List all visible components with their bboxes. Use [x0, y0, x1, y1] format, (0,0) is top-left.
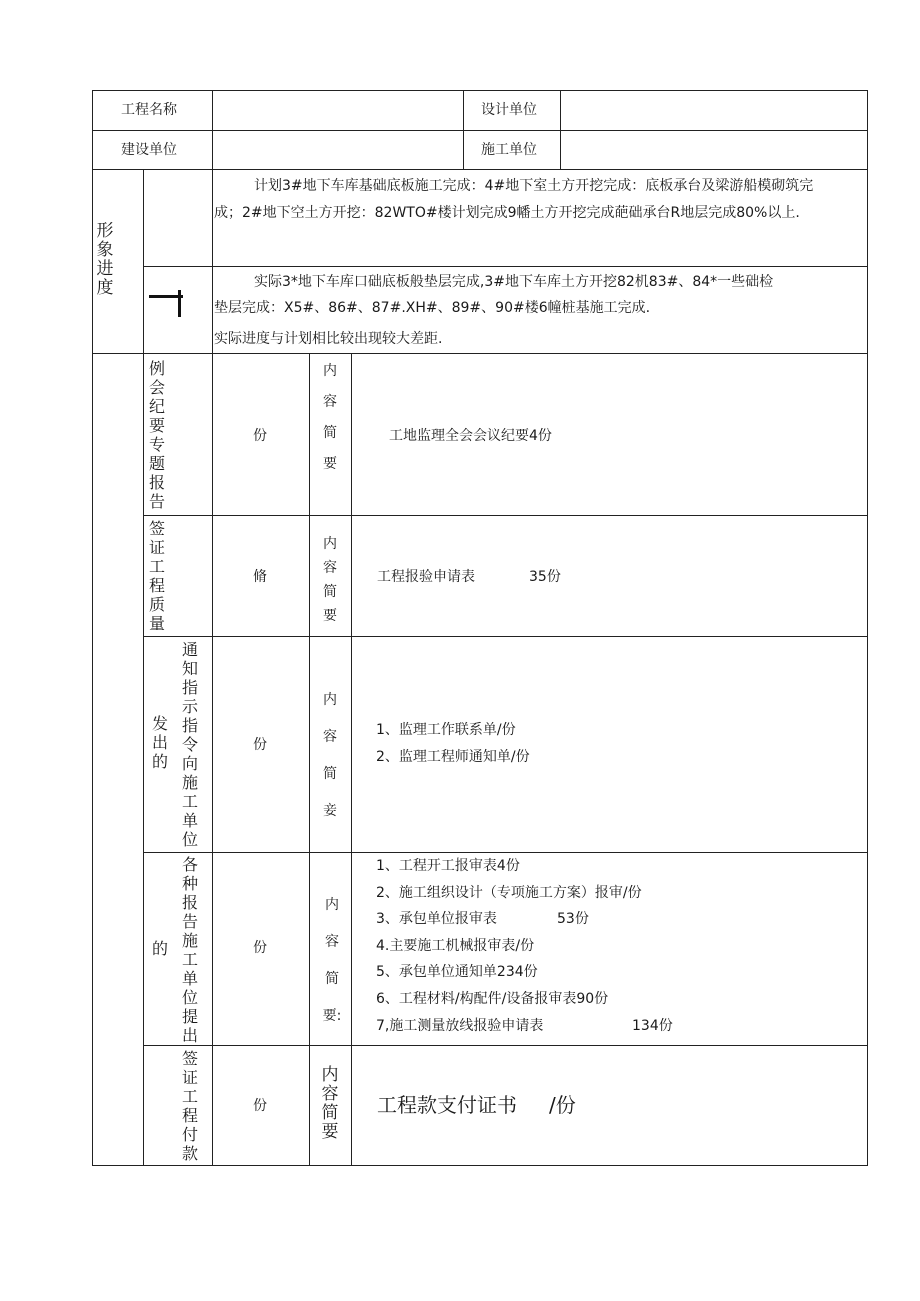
report-item: 2、施工组织设计（专项施工方案）报审/份	[376, 885, 642, 901]
report-item-num: 134份	[632, 1018, 673, 1034]
report-label: 各种报告施工单位提出	[181, 855, 198, 1045]
plan-line-1: 计划3#地下车库基础底板施工完成：4#地下室土方开挖完成：底板承台及梁游船模砌筑完	[254, 178, 814, 194]
owner-unit-label: 建设单位	[121, 142, 177, 158]
construction-unit-label: 施工单位	[481, 142, 537, 158]
payment-content: 工程款支付证书	[377, 1093, 517, 1117]
notice-item: 1、监理工作联系单/份	[376, 722, 516, 738]
actual-line-3: 实际进度与计划相比较出现较大差距.	[214, 331, 443, 347]
project-name-label: 工程名称	[121, 102, 177, 118]
payment-content-label: 内容简要	[321, 1065, 339, 1142]
quality-content-label: 内容简要	[323, 536, 337, 624]
quality-content: 工程报验申请表	[377, 569, 475, 585]
actual-line-1: 实际3*地下车库口础底板般垫层完成,3#地下车库土方开挖82机83#、84*一些础检	[254, 274, 774, 290]
notice-item: 2、监理工程师通知单/份	[376, 749, 530, 765]
report-item: 4.主要施工机械报审表/份	[376, 938, 535, 954]
notice-content-label: 内容简妾	[323, 692, 337, 819]
notice-label: 通知指示指令向施工单位	[181, 640, 198, 849]
design-unit-label: 设计单位	[481, 102, 537, 118]
quality-content-num: 35份	[529, 569, 561, 585]
quality-count: 脩	[253, 569, 267, 585]
plan-line-2: 成；2#地下空土方开挖：82WTO#楼计划完成9幡土方开挖完成葩础承台R地层完成80%以上.	[214, 205, 800, 221]
report-item: 1、工程开工报审表4份	[376, 858, 520, 874]
payment-content-num: /份	[549, 1093, 576, 1117]
report-content-label: 内容简要:	[322, 897, 342, 1024]
report-item: 6、工程材料/构配件/设备报审表90份	[376, 991, 609, 1007]
meeting-count: 份	[253, 428, 267, 444]
report-item: 5、承包单位通知单234份	[376, 964, 538, 980]
t-mark-stem-icon	[178, 290, 181, 317]
report-count: 份	[253, 940, 267, 956]
report-outer-label: 的	[151, 939, 168, 958]
quality-label: 签证工程质量	[148, 519, 165, 633]
payment-label: 签证工程付款	[181, 1049, 198, 1163]
notice-count: 份	[253, 737, 267, 753]
meeting-content-label: 内容简要	[323, 363, 337, 472]
meeting-content: 工地监理全会会议纪要4份	[389, 428, 552, 444]
report-item: 7,施工测量放线报验申请表	[376, 1018, 544, 1034]
progress-label: 形象进度	[96, 221, 114, 298]
actual-line-2: 垫层完成：X5#、86#、87#.XH#、89#、90#楼6幢桩基施工完成.	[214, 300, 651, 316]
meeting-label: 例会纪要专题报告	[148, 359, 165, 511]
report-item-num: 53份	[557, 911, 589, 927]
payment-count: 份	[253, 1098, 267, 1114]
report-item: 3、承包单位报审表	[376, 911, 497, 927]
issued-label: 发出的	[151, 714, 168, 771]
